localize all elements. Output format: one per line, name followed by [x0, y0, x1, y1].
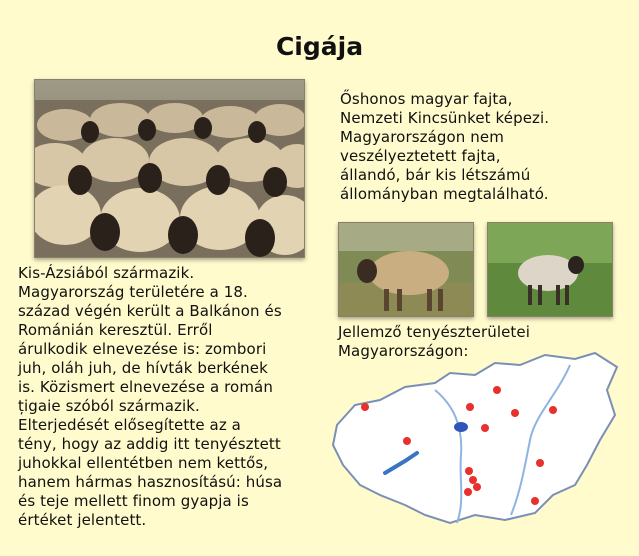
history-text: [18, 264, 343, 530]
map-outline: [333, 353, 617, 523]
breeding-area-dot: [465, 467, 473, 475]
history-line: țigaie szóból származik.: [18, 397, 200, 415]
history-line: és teje mellett finom gyapja is: [18, 492, 249, 510]
sheep-photo-front: [487, 222, 613, 317]
history-line: Románián keresztül. Erről: [18, 321, 213, 339]
history-line: tény, hogy az addig itt tenyésztett: [18, 435, 281, 453]
breeding-area-dot: [464, 488, 472, 496]
intro-line: Nemzeti Kincsünket képezi.: [340, 109, 550, 127]
map-caption-line: Magyarországon:: [338, 342, 469, 360]
intro-text: [340, 90, 630, 204]
history-line: értéket jelentett.: [18, 511, 147, 529]
breeding-area-dot: [493, 386, 501, 394]
breeding-area-dot: [481, 424, 489, 432]
intro-line: Magyarországon nem: [340, 128, 504, 146]
breeding-area-dot: [531, 497, 539, 505]
breeding-area-dot: [469, 476, 477, 484]
sheep-photo-side: [338, 222, 474, 317]
intro-line: Őshonos magyar fajta,: [340, 90, 513, 108]
hungary-map: [325, 345, 625, 545]
history-line: század végén került a Balkánon és: [18, 302, 282, 320]
history-line: árulkodik elnevezése is: zombori: [18, 340, 267, 358]
intro-line: állandó, bár kis létszámú: [340, 166, 531, 184]
history-line: hanem hármas hasznosítású: húsa: [18, 473, 283, 491]
breeding-area-dot: [473, 483, 481, 491]
page-title: Cigája: [275, 32, 364, 61]
history-line: juh, oláh juh, de hívták berkének: [18, 359, 268, 377]
map-caption-line: Jellemző tenyészterületei: [338, 323, 531, 341]
breeding-area-dot: [549, 406, 557, 414]
breeding-area-dot: [536, 459, 544, 467]
history-line: Elterjedését elősegítette az a: [18, 416, 241, 434]
breeding-area-dot: [511, 409, 519, 417]
flock-photo: [34, 79, 305, 258]
breeding-area-dot: [466, 403, 474, 411]
breeding-area-dot: [361, 403, 369, 411]
history-line: Magyarország területére a 18.: [18, 283, 248, 301]
budapest-marker: [454, 422, 468, 432]
intro-line: állományban megtalálható.: [340, 185, 549, 203]
breeding-area-dot: [403, 437, 411, 445]
history-line: juhokkal ellentétben nem kettős,: [18, 454, 269, 472]
intro-line: veszélyeztetett fajta,: [340, 147, 501, 165]
history-line: Kis-Ázsiából származik.: [18, 264, 195, 282]
history-line: is. Közismert elnevezése a román: [18, 378, 273, 396]
